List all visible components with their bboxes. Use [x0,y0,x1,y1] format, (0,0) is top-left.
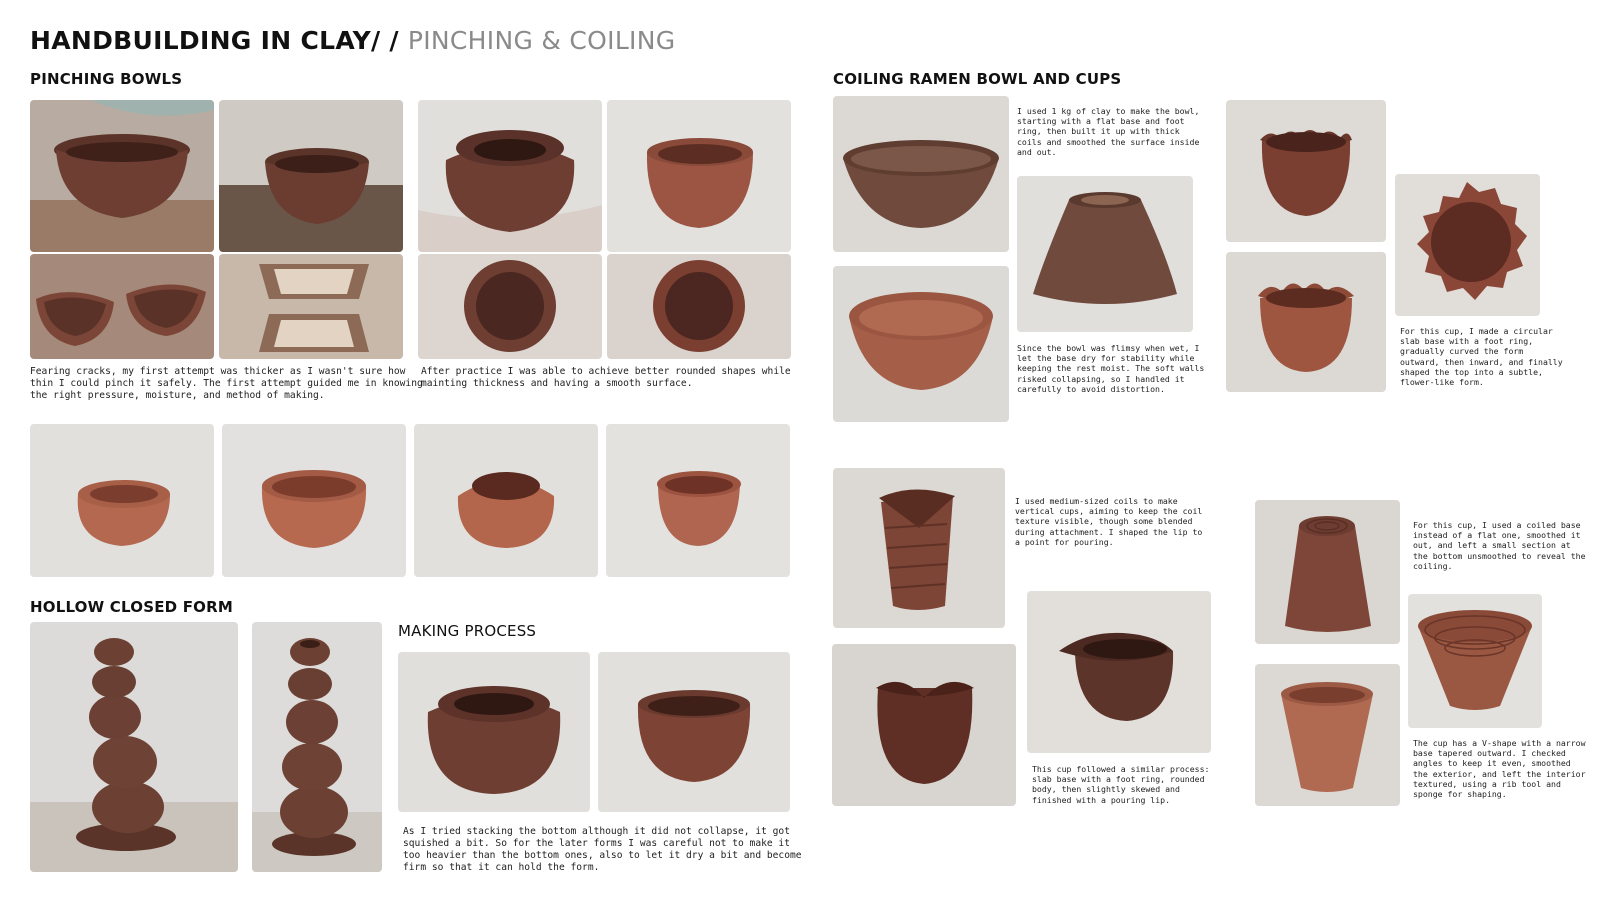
photo-bowl-top-view-2 [607,254,791,359]
photo-stacked-form-1 [30,622,238,872]
caption-similar-process: This cup followed a similar process: slab base with a foot ring, rounded body, then slightly skewed and finished with a pouring lip. [1032,764,1210,805]
photo-bowl-row-1 [30,424,214,577]
photo-flower-cup-top [1395,174,1540,316]
caption-first-attempt: Fearing cracks, my first attempt was thicker as I wasn't sure how thin I could pinch it safely. The first attempt guided me in knowing the right pressure, moisture, and method of making. [30,366,423,401]
heading-making-process: MAKING PROCESS [398,622,537,640]
photo-rounded-bowl-1 [418,100,602,252]
photo-cross-section [219,254,403,359]
photo-rounded-bowl-2 [607,100,791,252]
photo-v-shape-cup-top [1408,594,1542,728]
photo-vertical-cup-pointed [833,468,1005,628]
photo-bowl-row-2 [222,424,406,577]
photo-first-bowl [30,100,214,252]
photo-coiled-base-cup [1255,500,1400,644]
title-main: HANDBUILDING IN CLAY/ / [30,26,408,55]
heading-hollow-closed-form: HOLLOW CLOSED FORM [30,598,233,616]
photo-flower-cup-1 [1226,100,1386,242]
caption-vertical-cups: I used medium-sized coils to make vertical cups, aiming to keep the coil texture visible, though some blended during attachment. I shaped the lip to a point for pouring. [1015,496,1203,547]
caption-flower-cup: For this cup, I made a circular slab base with a foot ring, gradually curved the form outward, then inward, and finally shaped the top into a subtle, flower-like form. [1400,326,1563,388]
photo-ramen-bowl-angle [833,266,1009,422]
caption-v-shape: The cup has a V-shape with a narrow base tapered outward. I checked angles to keep it even, smoothed the exterior, and left the interior textured, using a rib tool and sponge for shaping. [1413,738,1586,800]
photo-bowl-row-3 [414,424,598,577]
photo-flower-cup-2 [1226,252,1386,392]
heading-pinching-bowls: PINCHING BOWLS [30,70,183,88]
photo-skewed-cup [1027,591,1211,753]
photo-bowl-top-view-1 [418,254,602,359]
caption-ramen-bowl: I used 1 kg of clay to make the bowl, starting with a flat base and foot ring, then built it up with thick coils and smoothed the surface inside and out. [1017,106,1200,157]
photo-ramen-bowl-side [833,96,1009,252]
photo-cut-halves [30,254,214,359]
photo-v-shape-cup [1255,664,1400,806]
caption-flimsy: Since the bowl was flimsy when wet, I let the base dry for stability while keeping the rest moist. The soft walls risked collapsing, so I handled it carefully to avoid distortion. [1017,343,1205,394]
photo-bowl-row-4 [606,424,790,577]
caption-stacking: As I tried stacking the bottom although it did not collapse, it got squished a bit. So for the later forms I was careful not to make it too heavier than the bottom ones, also to let it dry a bit and become firm so that it can hold the form. [403,826,802,873]
photo-pouring-cup [832,644,1016,806]
caption-coiled-base: For this cup, I used a coiled base instead of a flat one, smoothed it out, and left a small section at the bottom unsmoothed to reveal the coiling. [1413,520,1586,571]
photo-making-bowl-1 [398,652,590,812]
photo-stacked-form-2 [252,622,382,872]
photo-making-bowl-2 [598,652,790,812]
title-sub: PINCHING & COILING [407,26,676,55]
caption-after-practice: After practice I was able to achieve better rounded shapes while mainting thickness and having a smooth surface. [421,366,791,389]
heading-coiling: COILING RAMEN BOWL AND CUPS [833,70,1122,88]
photo-ramen-bowl-upside-down [1017,176,1193,332]
page-title [30,26,675,55]
photo-first-bowl-2 [219,100,403,252]
